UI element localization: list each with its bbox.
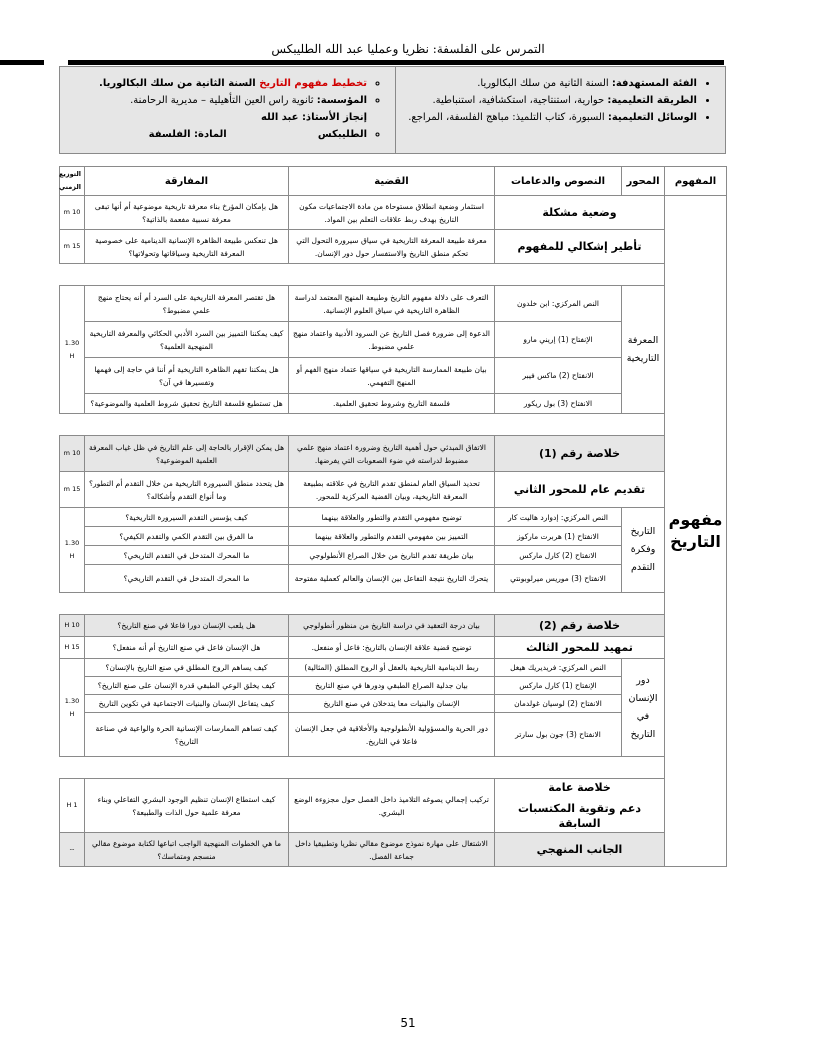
table-cell: الدعوة إلى ضرورة فصل التاريخ عن السرود الأدبية واعتماد منهج علمي مضبوط. [289, 322, 495, 358]
time-cell: 10 H [60, 615, 85, 637]
table-cell: الاتفاق المبدئي حول أهمية التاريخ وضرورة اعتماد منهج علمي مضبوط لدراسته في ضوء الصعوبات التي يفرضها. [289, 436, 495, 472]
table-cell: التعرف على دلالة مفهوم التاريخ وطبيعة المنهج المعتمد لدراسة الظاهرة التاريخية في سياق العلوم الإنسانية. [289, 286, 495, 322]
table-cell: هل يمكن الإقرار بالحاجة إلى علم التاريخ في ظل غياب المعرفة العلمية الموضوعية؟ [85, 436, 289, 472]
table-row [60, 436, 727, 472]
table-cell: هل يلعب الإنسان دورا فاعلا في صنع التاريخ؟ [85, 615, 289, 637]
text-reference: الإنفتاح (1) كارل ماركس [495, 677, 622, 695]
table-cell: هل بإمكان المؤرخ بناء معرفة تاريخية موضوعية أم أنها تبقى معرفة نسبية مفعمة بالذاتية؟ [85, 196, 289, 230]
text-reference: الانفتاح (2) كارل ماركس [495, 546, 622, 565]
table-cell: ربط الدينامية التاريخية بالعقل أو الروح المطلق (المثالية) [289, 659, 495, 677]
problem-situation-label: وضعية مشكلة [495, 196, 665, 230]
table-cell: ما الفرق بين التقدم الكمي والتقدم الكيفي؟ [85, 527, 289, 546]
intro-axis-3-label: تمهيد للمحور الثالث [495, 637, 665, 659]
table-cell: كيف استطاع الإنسان تنظيم الوجود البشري التفاعلي وبناء معرفة علمية حول الذات والطبيعة؟ [85, 779, 289, 833]
time-cell: 1.30 H [60, 508, 85, 593]
axis-1-name: المعرفة التاريخية [622, 286, 665, 414]
summary-2-label: خلاصة رقم (2) [495, 615, 665, 637]
header-texts: النصوص والدعامات [495, 167, 622, 196]
spacer-row [60, 264, 727, 286]
table-cell: كيف يساهم الروح المطلق في صنع التاريخ بالإنسان؟ [85, 659, 289, 677]
table-cell: استثمار وضعية انطلاق مستوحاة من مادة الاجتماعيات مكون التاريخ بهدف ربط علاقات التعلم بين المواد. [289, 196, 495, 230]
info-right-column [395, 67, 725, 153]
table-cell: الاشتغال على مهارة نموذج موضوع مقالي نظريا وتطبيقيا داخل جماعة الفصل. [289, 833, 495, 867]
info-teaching-tools: • الوسائل التعليمية: السبورة، كتاب التلميذ: مباهج الفلسفة، المراجع. [408, 109, 697, 126]
concept-cell: مفهوم التاريخ [665, 196, 727, 867]
table-cell: هل يمكننا تفهم الظاهرة التاريخية أم أننا في حاجة إلى فهمها وتفسيرها في آن؟ [85, 358, 289, 394]
table-row [60, 286, 727, 322]
header-time: التوزيع الزمني [60, 167, 85, 196]
time-cell: 1 H [60, 779, 85, 833]
text-reference: الانفتاح (1) هربرت ماركوز [495, 527, 622, 546]
table-header-row [60, 167, 727, 196]
time-cell: 1.30 H [60, 286, 85, 414]
text-reference: الإنفتاح (1) إريني مارو [495, 322, 622, 358]
table-cell: توضيح مفهومي التقدم والتطور والعلاقة بينهما [289, 508, 495, 527]
table-cell: هل تقتصر المعرفة التاريخية على السرد أم أنه يحتاج منهج علمي مضبوط؟ [85, 286, 289, 322]
table-row [60, 659, 727, 677]
table-cell: هل الإنسان فاعل في صنع التاريخ أم أنه منفعل؟ [85, 637, 289, 659]
header-concept: المفهوم [665, 167, 727, 196]
info-teaching-method: • الطريقة التعليمية: حوارية، استنتاجية، استكشافية، استنباطية. [408, 92, 697, 109]
lesson-plan-table [59, 166, 727, 867]
table-row [60, 508, 727, 527]
info-subject-value: الفلسفة [148, 129, 195, 140]
time-cell: 1.30 H [60, 659, 85, 757]
text-reference: الانفتاح (3) جون بول سارتر [495, 713, 622, 757]
table-cell: بيان طريقة تقدم التاريخ من خلال الصراع الأنطولوجي [289, 546, 495, 565]
info-plan: ◦ تخطيط مفهوم التاريخ السنة الثانية من سلك البكالوريا. [72, 75, 367, 92]
table-row [60, 196, 727, 230]
info-target-audience: • الفئة المستهدفة: السنة الثانية من سلك البكالوريا. [408, 75, 697, 92]
time-cell: 15 m [60, 472, 85, 508]
text-reference: الانفتاح (3) موريس ميرلوبونتي [495, 565, 622, 593]
table-row [60, 637, 727, 659]
table-cell: هل تستطيع فلسفة التاريخ تحقيق شروط العلمية والموضوعية؟ [85, 394, 289, 414]
axis-2-name: التاريخ وفكرة التقدم [622, 508, 665, 593]
page-header-title: التمرس على الفلسفة: نظريا وعمليا عبد الله الطليبكس [271, 42, 545, 56]
methodology-label: الجانب المنهجي [495, 833, 665, 867]
spacer-row [60, 593, 727, 615]
info-institution: ◦ المؤسسة: ثانوية راس العين التأهيلية – مديرية الرحامنة. [72, 92, 367, 109]
table-cell: ما المحرك المتدخل في التقدم التاريخي؟ [85, 546, 289, 565]
table-cell: كيف يخلق الوعي الطبقي قدرة الإنسان على صنع التاريخ؟ [85, 677, 289, 695]
info-box [59, 66, 726, 154]
header-axis: المحور [622, 167, 665, 196]
info-subject-label: المادة: [194, 129, 227, 140]
table-cell: بيان درجة التعقيد في دراسة التاريخ من منظور أنطولوجي [289, 615, 495, 637]
table-cell: كيف يمكننا التمييز بين السرد الأدبي الحكائي والمعرفة التاريخية المنهجية العلمية؟ [85, 322, 289, 358]
table-cell: تحديد السياق العام لمنطق تقدم التاريخ في علاقته بطبيعة المعرفة التاريخية، وبيان القضية المركزية للمحور. [289, 472, 495, 508]
table-cell: التمييز بين مفهومي التقدم والتطور والعلاقة بينهما [289, 527, 495, 546]
table-cell: دور الحرية والمسؤولية الأنطولوجية والأخلاقية في جعل الإنسان فاعلا في التاريخ. [289, 713, 495, 757]
table-cell: هل تنعكس طبيعة الظاهرة الإنسانية الدينامية على خصوصية المعرفة التاريخية وسياقاتها وتحولاتها؟ [85, 230, 289, 264]
text-reference: الانفتاح (3) بول ريكور [495, 394, 622, 414]
table-cell: بيان جدلية الصراع الطبقي ودورها في صنع التاريخ [289, 677, 495, 695]
table-row [60, 615, 727, 637]
table-cell: هل يتحدد منطق السيرورة التاريخية من خلال التقدم أم التطور؟ وما أنواع التقدم وأشكاله؟ [85, 472, 289, 508]
axis-3-name: دور الإنسان في التاريخ [622, 659, 665, 757]
table-row [60, 833, 727, 867]
text-reference: النص المركزي: إدوارد هاليت كار [495, 508, 622, 527]
intro-axis-2-label: تقديم عام للمحور الثاني [495, 472, 665, 508]
table-cell: كيف يؤسس التقدم السيرورة التاريخية؟ [85, 508, 289, 527]
info-left-column [60, 67, 395, 153]
general-summary-label: خلاصة عامة دعم وتقوية المكتسبات السابقة [495, 779, 665, 833]
table-cell: معرفة طبيعة المعرفة التاريخية في سياق سيرورة التحول التي تحكم منطق التاريخ والاستفسار حول دور الإنسان. [289, 230, 495, 264]
time-cell: 10 m [60, 196, 85, 230]
table-cell: فلسفة التاريخ وشروط تحقيق العلمية. [289, 394, 495, 414]
table-cell: بيان طبيعة الممارسة التاريخية في سياقها عتماد منهج الفهم أو المنهج التفهمي. [289, 358, 495, 394]
text-reference: النص المركزي: ابن خلدون [495, 286, 622, 322]
table-cell: ما المحرك المتدخل في التقدم التاريخي؟ [85, 565, 289, 593]
text-reference: النص المركزي: فريديريك هيغل [495, 659, 622, 677]
table-cell: كيف تساهم الممارسات الإنسانية الحرة والواعية في صناعة التاريخ؟ [85, 713, 289, 757]
table-cell: ما هي الخطوات المنهجية الواجب اتباعها لكتابة موضوع مقالي منسجم ومتماسك؟ [85, 833, 289, 867]
table-row [60, 472, 727, 508]
table-cell: كيف يتفاعل الإنسان والبنيات الاجتماعية في تكوين التاريخ [85, 695, 289, 713]
page-number: 51 [400, 1016, 416, 1030]
table-cell: يتحرك التاريخ نتيجة التفاعل بين الإنسان والعالم كعملية مفتوحة [289, 565, 495, 593]
time-cell: -- [60, 833, 85, 867]
table-row [60, 230, 727, 264]
time-cell: 15 H [60, 637, 85, 659]
spacer-row [60, 757, 727, 779]
text-reference: الانفتاح (2) ماكس فيبر [495, 358, 622, 394]
table-cell: توضيح قضية علاقة الإنسان بالتاريخ: فاعل أو منفعل. [289, 637, 495, 659]
problematic-framing-label: تأطير إشكالي للمفهوم [495, 230, 665, 264]
time-cell: 10 m [60, 436, 85, 472]
header-rule [68, 60, 724, 65]
text-reference: الانفتاح (2) لوسيان غولدمان [495, 695, 622, 713]
spacer-row [60, 414, 727, 436]
summary-1-label: خلاصة رقم (1) [495, 436, 665, 472]
table-cell: تركيب إجمالي يصوغه التلاميذ داخل الفصل حول مجزوءة الوضع البشري. [289, 779, 495, 833]
header-rule-left [0, 60, 44, 65]
header-thesis: القضية [289, 167, 495, 196]
header-paradox: المفارقة [85, 167, 289, 196]
info-teacher: ◦ إنجاز الأستاذ: عبد الله الطليبكس المادة: الفلسفة [72, 109, 367, 143]
table-row [60, 779, 727, 833]
time-cell: 15 m [60, 230, 85, 264]
table-cell: الإنسان والبنيات معا يتدخلان في صنع التاريخ [289, 695, 495, 713]
